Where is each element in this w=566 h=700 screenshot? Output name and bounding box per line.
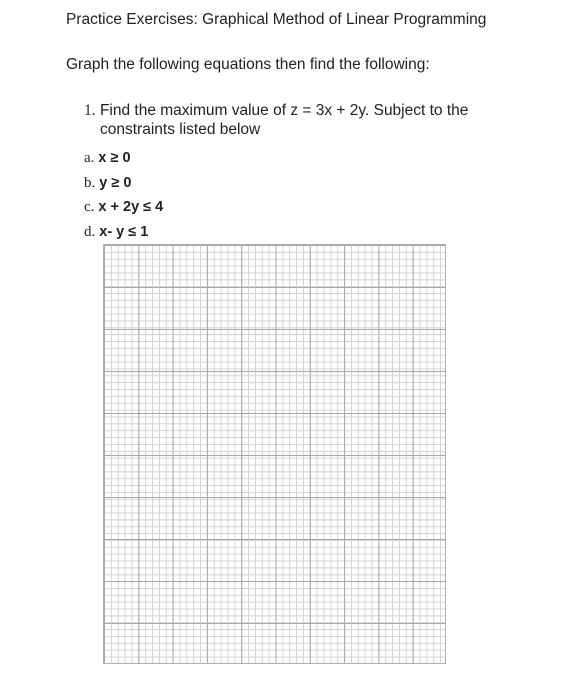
- page-title: Practice Exercises: Graphical Method of Linear Programming: [66, 11, 487, 28]
- constraints-list: [84, 146, 163, 244]
- constraint-expression: x- y ≤ 1: [99, 223, 149, 240]
- question-1: [84, 101, 524, 139]
- constraint-expression: x ≥ 0: [98, 150, 131, 166]
- constraint-letter: c.: [84, 199, 95, 215]
- constraint-b: [84, 171, 163, 196]
- constraint-letter: d.: [84, 223, 96, 240]
- graph-paper-grid: [103, 244, 446, 664]
- constraint-expression: y ≥ 0: [99, 174, 132, 191]
- instruction-text: Graph the following equations then find the following:: [66, 56, 430, 73]
- constraint-expression: x + 2y ≤ 4: [98, 199, 164, 215]
- constraint-c: [84, 195, 163, 220]
- question-text-line-1: Find the maximum value of z = 3x + 2y. Subject to the: [99, 102, 469, 119]
- constraint-letter: b.: [84, 174, 96, 191]
- constraint-a: [84, 146, 163, 171]
- question-text-line-2: constraints listed below: [100, 121, 261, 138]
- question-number: 1.: [84, 102, 96, 119]
- constraint-letter: a.: [84, 150, 95, 166]
- constraint-d: [84, 220, 163, 245]
